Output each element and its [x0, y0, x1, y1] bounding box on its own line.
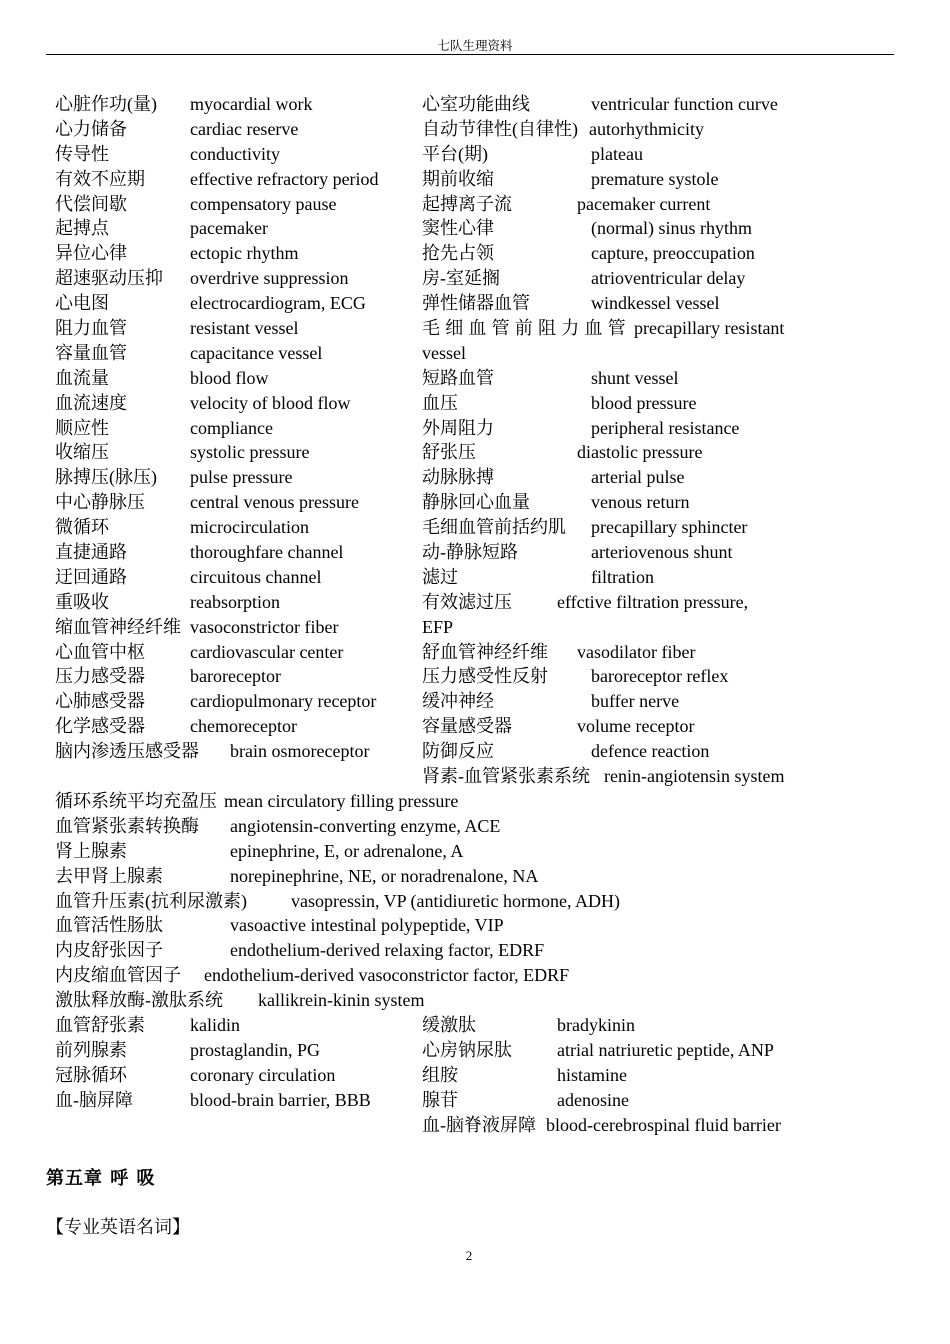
term-english-right: effctive filtration pressure,	[557, 591, 749, 612]
term-english-right: autorhythmicity	[589, 118, 704, 139]
glossary-table	[0, 92, 950, 1137]
term-chinese-left: 代偿间歇	[55, 193, 127, 214]
term-chinese-right: 腺苷	[422, 1089, 458, 1110]
term-chinese-left: 激肽释放酶-激肽系统	[55, 990, 223, 1011]
term-english-right: vasodilator fiber	[577, 641, 696, 662]
term-english-left: endothelium-derived relaxing factor, EDRF	[230, 940, 545, 961]
glossary-row	[0, 889, 950, 914]
term-chinese-left: 有效不应期	[55, 168, 145, 189]
glossary-row	[0, 814, 950, 839]
glossary-row	[0, 391, 950, 416]
term-chinese-left: 传导性	[55, 143, 109, 164]
glossary-row	[0, 615, 950, 640]
term-chinese-left: 血管活性肠肽	[55, 915, 163, 936]
term-english-left: pulse pressure	[190, 467, 293, 488]
term-english-left: compliance	[190, 417, 273, 438]
glossary-row	[0, 764, 950, 789]
term-chinese-right: 舒张压	[422, 442, 476, 463]
glossary-row	[0, 689, 950, 714]
term-english-left: blood flow	[190, 367, 269, 388]
page-header: 七队生理资料	[437, 39, 513, 53]
term-english-left: circuitous channel	[190, 566, 322, 587]
term-chinese-right: 有效滤过压	[422, 591, 512, 612]
term-chinese-left: 内皮舒张因子	[55, 940, 163, 961]
glossary-row	[0, 988, 950, 1013]
term-chinese-left: 心血管中枢	[55, 641, 145, 662]
term-english-left: vasopressin, VP (antidiuretic hormone, ADH)	[291, 890, 620, 911]
term-chinese-left: 微循环	[55, 517, 109, 538]
term-english-left: angiotensin-converting enzyme, ACE	[230, 815, 501, 836]
term-chinese-right: 房-室延搁	[422, 268, 500, 289]
term-english-left: baroreceptor	[190, 666, 281, 687]
term-chinese-left: 重吸收	[55, 591, 109, 612]
term-chinese-left: 血管紧张素转换酶	[55, 815, 199, 836]
term-chinese-left: 肾上腺素	[55, 840, 127, 861]
term-english-left: overdrive suppression	[190, 268, 349, 289]
term-english-right: shunt vessel	[591, 367, 679, 388]
term-english-left: cardiovascular center	[190, 641, 344, 662]
term-english-right: filtration	[591, 566, 654, 587]
term-chinese-left: 压力感受器	[55, 666, 145, 687]
glossary-row	[0, 1013, 950, 1038]
term-chinese-right: 自动节律性(自律性)	[422, 118, 578, 139]
term-english-right: pacemaker current	[577, 193, 711, 214]
term-english-left: electrocardiogram, ECG	[190, 293, 366, 314]
term-english-left: brain osmoreceptor	[230, 741, 370, 762]
glossary-row	[0, 216, 950, 241]
term-english-left: cardiac reserve	[190, 118, 299, 139]
term-english-left: systolic pressure	[190, 442, 310, 463]
glossary-row	[0, 241, 950, 266]
term-english-right: ventricular function curve	[591, 94, 778, 114]
term-chinese-right: 期前收缩	[422, 168, 494, 189]
term-chinese-right: 血-脑脊液屏障	[422, 1114, 536, 1135]
term-english-left: microcirculation	[190, 517, 309, 538]
term-chinese-right: 平台(期)	[422, 143, 488, 164]
term-chinese-left: 血管舒张素	[55, 1014, 145, 1035]
term-english-right: venous return	[591, 492, 690, 513]
glossary-row	[0, 839, 950, 864]
glossary-row	[0, 316, 950, 341]
term-chinese-right: 组胺	[422, 1064, 458, 1085]
term-english-left: capacitance vessel	[190, 342, 323, 363]
term-chinese-left: 内皮缩血管因子	[55, 965, 181, 986]
glossary-row	[0, 465, 950, 490]
glossary-row	[0, 1113, 950, 1138]
term-english-right: atrioventricular delay	[591, 268, 746, 289]
glossary-row	[0, 515, 950, 540]
term-chinese-right: 弹性储器血管	[422, 293, 530, 314]
term-english-left: kallikrein-kinin system	[258, 990, 425, 1011]
glossary-row	[0, 192, 950, 217]
term-english-right: windkessel vessel	[591, 293, 720, 314]
glossary-row	[0, 789, 950, 814]
glossary-row	[0, 864, 950, 889]
term-chinese-right: vessel	[422, 342, 466, 363]
term-chinese-right: 毛细血管前括约肌	[422, 517, 566, 538]
glossary-row	[0, 714, 950, 739]
glossary-row	[0, 913, 950, 938]
term-english-left: effective refractory period	[190, 168, 379, 189]
term-english-right: diastolic pressure	[577, 442, 703, 463]
section-title: 【专业英语名词】	[46, 1217, 190, 1238]
term-english-left: blood-brain barrier, BBB	[190, 1089, 371, 1110]
term-chinese-right: 毛细血管前阻力血管	[422, 318, 631, 339]
term-chinese-left: 缩血管神经纤维	[55, 616, 181, 637]
term-english-right: premature systole	[591, 168, 719, 189]
term-chinese-right: EFP	[422, 616, 454, 637]
term-english-right: arterial pulse	[591, 467, 685, 488]
term-chinese-left: 去甲肾上腺素	[55, 865, 163, 886]
term-chinese-left: 化学感受器	[55, 716, 145, 737]
term-chinese-left: 循环系统平均充盈压	[55, 790, 217, 811]
term-english-right: volume receptor	[577, 716, 695, 737]
term-english-right: precapillary resistant	[634, 318, 785, 339]
term-english-right: capture, preoccupation	[591, 243, 755, 264]
term-chinese-left: 超速驱动压抑	[55, 268, 163, 289]
term-english-left: vasoactive intestinal polypeptide, VIP	[230, 915, 504, 936]
term-english-left: mean circulatory filling pressure	[224, 790, 459, 811]
term-chinese-left: 心力储备	[55, 118, 127, 139]
term-chinese-right: 心室功能曲线	[422, 94, 530, 114]
glossary-row	[0, 739, 950, 764]
term-chinese-left: 迂回通路	[55, 566, 127, 587]
glossary-row	[0, 92, 950, 117]
term-chinese-left: 血-脑屏障	[55, 1089, 133, 1110]
term-chinese-left: 收缩压	[55, 442, 109, 463]
glossary-row	[0, 490, 950, 515]
term-chinese-right: 滤过	[422, 566, 458, 587]
term-english-right: (normal) sinus rhythm	[591, 218, 752, 239]
term-english-left: velocity of blood flow	[190, 392, 351, 413]
glossary-row	[0, 1038, 950, 1063]
term-english-left: coronary circulation	[190, 1064, 336, 1085]
term-chinese-right: 起搏离子流	[422, 193, 512, 214]
glossary-row	[0, 440, 950, 465]
glossary-row	[0, 266, 950, 291]
glossary-row	[0, 565, 950, 590]
glossary-row	[0, 341, 950, 366]
term-chinese-left: 前列腺素	[55, 1039, 127, 1060]
term-chinese-left: 脑内渗透压感受器	[55, 741, 199, 762]
term-english-right: atrial natriuretic peptide, ANP	[557, 1039, 774, 1060]
term-chinese-right: 防御反应	[422, 741, 494, 762]
term-english-right: baroreceptor reflex	[591, 666, 729, 687]
term-chinese-right: 动-静脉短路	[422, 542, 518, 563]
glossary-row	[0, 142, 950, 167]
term-chinese-left: 中心静脉压	[55, 492, 145, 513]
term-english-left: kalidin	[190, 1014, 240, 1035]
glossary-row	[0, 963, 950, 988]
term-english-left: prostaglandin, PG	[190, 1039, 320, 1060]
term-english-right: renin-angiotensin system	[604, 766, 785, 787]
term-chinese-left: 容量血管	[55, 342, 127, 363]
term-english-right: adenosine	[557, 1089, 629, 1110]
glossary-row	[0, 938, 950, 963]
term-chinese-left: 血流量	[55, 367, 109, 388]
term-chinese-right: 外周阻力	[422, 417, 494, 438]
term-chinese-right: 舒血管神经纤维	[422, 641, 548, 662]
term-chinese-right: 血压	[422, 392, 458, 413]
term-chinese-left: 心电图	[55, 293, 109, 314]
term-chinese-left: 异位心律	[55, 243, 127, 264]
glossary-row	[0, 540, 950, 565]
term-english-right: buffer nerve	[591, 691, 680, 712]
term-english-left: thoroughfare channel	[190, 542, 344, 563]
term-english-right: plateau	[591, 143, 643, 164]
term-english-left: norepinephrine, NE, or noradrenalone, NA	[230, 865, 539, 886]
term-english-right: peripheral resistance	[591, 417, 740, 438]
term-english-right: histamine	[557, 1064, 627, 1085]
page-number: 2	[465, 1248, 473, 1263]
header-rule	[46, 54, 894, 55]
term-chinese-left: 心肺感受器	[55, 691, 145, 712]
term-english-left: myocardial work	[190, 94, 313, 114]
term-chinese-right: 肾素-血管紧张素系统	[422, 766, 590, 787]
term-chinese-left: 心脏作功(量)	[55, 94, 157, 114]
term-chinese-right: 窦性心律	[422, 218, 494, 239]
term-chinese-right: 短路血管	[422, 367, 494, 388]
term-english-left: vasoconstrictor fiber	[190, 616, 339, 637]
term-chinese-right: 静脉回心血量	[422, 492, 530, 513]
term-chinese-right: 心房钠尿肽	[422, 1039, 512, 1060]
term-english-left: pacemaker	[190, 218, 268, 239]
term-english-left: ectopic rhythm	[190, 243, 299, 264]
term-english-right: arteriovenous shunt	[591, 542, 733, 563]
glossary-row	[0, 291, 950, 316]
term-english-left: central venous pressure	[190, 492, 359, 513]
glossary-row	[0, 590, 950, 615]
term-english-left: conductivity	[190, 143, 280, 164]
term-chinese-right: 压力感受性反射	[422, 666, 548, 687]
glossary-row	[0, 167, 950, 192]
glossary-row	[0, 664, 950, 689]
glossary-row	[0, 1063, 950, 1088]
term-chinese-right: 容量感受器	[422, 716, 512, 737]
term-chinese-left: 顺应性	[55, 417, 109, 438]
glossary-row	[0, 416, 950, 441]
term-english-right: blood pressure	[591, 392, 697, 413]
term-english-left: compensatory pause	[190, 193, 337, 214]
glossary-row	[0, 366, 950, 391]
term-english-left: cardiopulmonary receptor	[190, 691, 377, 712]
term-chinese-left: 起搏点	[55, 218, 109, 239]
chapter-title: 第五章 呼 吸	[46, 1168, 156, 1189]
term-english-left: reabsorption	[190, 591, 280, 612]
glossary-row	[0, 640, 950, 665]
term-chinese-left: 脉搏压(脉压)	[55, 467, 157, 488]
term-chinese-left: 阻力血管	[55, 318, 127, 339]
term-chinese-right: 缓激肽	[422, 1014, 476, 1035]
term-chinese-right: 抢先占领	[422, 243, 494, 264]
term-english-left: resistant vessel	[190, 318, 299, 339]
term-english-left: endothelium-derived vasoconstrictor factor, EDRF	[204, 965, 570, 986]
term-english-left: chemoreceptor	[190, 716, 297, 737]
term-english-right: bradykinin	[557, 1014, 635, 1035]
term-chinese-right: 缓冲神经	[422, 691, 494, 712]
term-chinese-left: 冠脉循环	[55, 1064, 127, 1085]
term-english-right: precapillary sphincter	[591, 517, 748, 538]
term-chinese-left: 直捷通路	[55, 542, 127, 563]
term-chinese-left: 血管升压素(抗利尿激素)	[55, 890, 247, 911]
term-english-right: blood-cerebrospinal fluid barrier	[546, 1114, 781, 1135]
glossary-row	[0, 117, 950, 142]
term-chinese-right: 动脉脉搏	[422, 467, 494, 488]
term-english-right: defence reaction	[591, 741, 710, 762]
term-chinese-left: 血流速度	[55, 392, 127, 413]
glossary-row	[0, 1088, 950, 1113]
term-english-left: epinephrine, E, or adrenalone, A	[230, 840, 464, 861]
